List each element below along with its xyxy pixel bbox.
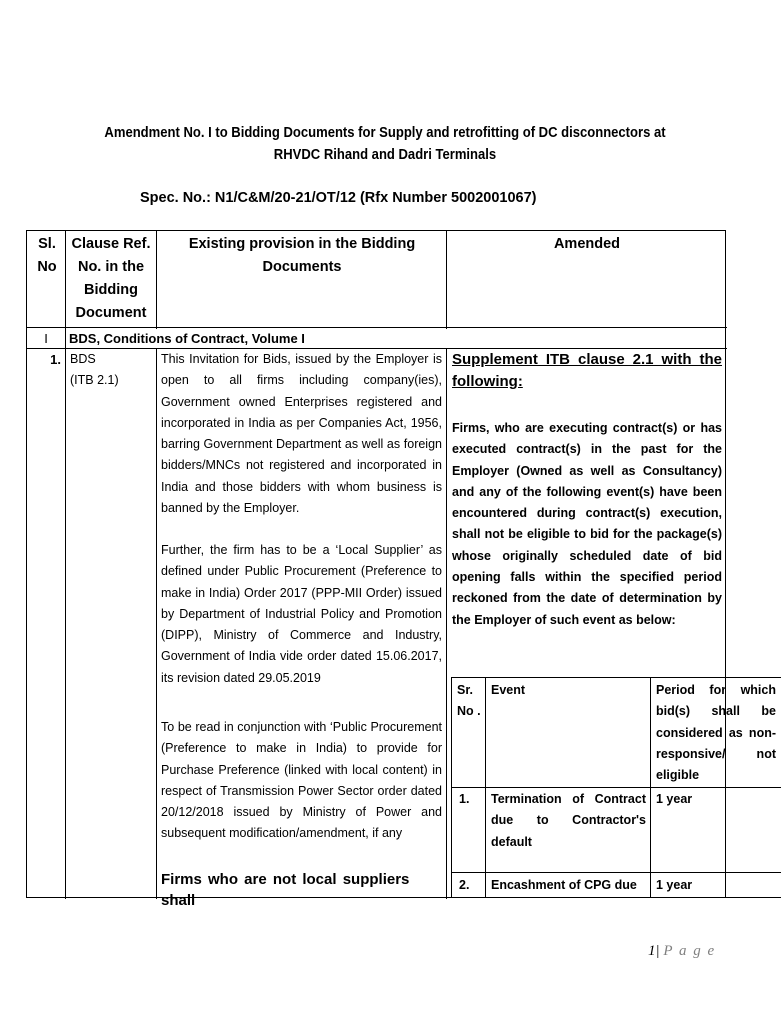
col-divider	[446, 231, 447, 329]
spec-number: Spec. No.: N1/C&M/20-21/OT/12 (Rfx Number 5002001067)	[140, 190, 537, 206]
event-header-sr: Sr. No .	[457, 683, 481, 719]
header-existing-provision: Existing provision in the Bidding Documents	[188, 236, 416, 275]
col-divider	[65, 231, 66, 899]
row-number: 1.	[50, 352, 61, 367]
clause-ref: BDS	[70, 352, 96, 366]
clause-ref-itb: (ITB 2.1)	[70, 373, 119, 387]
event-row-divider	[451, 787, 781, 788]
col-divider	[156, 231, 157, 329]
col-divider	[446, 349, 447, 899]
existing-paragraph-2: Further, the firm has to be a ‘Local Supplier’ as defined under Public Procurement (Preference to make in India) Order 2017 (PPP-MII Order) issued by Department of Industrial Policy and Promotion (DIPP), Ministry of Commerce and Industry, Government of India vide order dated 15.06.2017, its revision dated 29.05.2019	[161, 543, 442, 685]
title-line-2: RHVDC Rihand and Dadri Terminals	[273, 147, 497, 163]
event-row-1-sr: 1.	[459, 792, 470, 806]
col-divider	[156, 349, 157, 899]
page-number	[648, 943, 716, 960]
page-separator: |	[655, 943, 660, 959]
event-row-2-sr: 2.	[459, 878, 470, 892]
existing-paragraph-1: This Invitation for Bids, issued by the Employer is open to all firms including company(ies), Government owned Enterprises registered and incorporated in India as per Companies Act, 1956, barring Government Department as well as foreign bidders/MNCs not registered and incorporated in India and those bidders with whom business is banned by the Employer.	[161, 352, 442, 516]
event-row-divider	[451, 872, 781, 873]
title-line-1: Amendment No. I to Bidding Documents for Supply and retrofitting of DC disconnectors at	[104, 125, 666, 141]
event-row-1-event: Termination of Contract due to Contractor's default	[491, 792, 646, 849]
page-number-value: 1	[648, 943, 656, 959]
amended-body: Firms, who are executing contract(s) or has executed contract(s) in the past for the Employer (Owned as well as Consultancy) and any of the following event(s) have been encountered during contract(s) execution, shall not be eligible to bid for the package(s) whose originally scheduled date of bid opening falls within the specified period reckoned from the date of determination by the Employer of such event as below:	[452, 421, 722, 627]
document-title	[93, 122, 678, 166]
page-label: P a g e	[663, 943, 716, 959]
existing-paragraph-4: Firms who are not local suppliers shall	[161, 871, 410, 910]
event-header-event: Event	[491, 683, 526, 697]
existing-paragraph-3: To be read in conjunction with ‘Public Procurement (Preference to make in India) to provide for Purchase Preference (linked with local content) in respect of Transmission Power Sector order dated 20/12/2018 issued by Ministry of Power and subsequent modification/amendment, if any	[161, 720, 442, 841]
event-row-divider	[451, 677, 781, 678]
header-clause-ref: Clause Ref. No. in the Bidding Document	[71, 236, 151, 321]
amended-heading: Supplement ITB clause 2.1 with the following:	[452, 351, 722, 390]
event-header-period: Period for which bid(s) shall be considered as non-responsive/ not eligible	[656, 683, 776, 783]
event-row-2-period: 1 year	[656, 878, 693, 892]
event-row-2-event: Encashment of CPG due	[491, 878, 637, 892]
header-sl-no: Sl. No	[37, 236, 57, 275]
event-row-1-period: 1 year	[656, 792, 693, 806]
section-title: BDS, Conditions of Contract, Volume I	[69, 331, 305, 346]
event-row-divider	[650, 897, 781, 898]
event-table	[451, 677, 781, 898]
header-amended: Amended	[553, 236, 621, 252]
section-number: I	[44, 331, 48, 346]
